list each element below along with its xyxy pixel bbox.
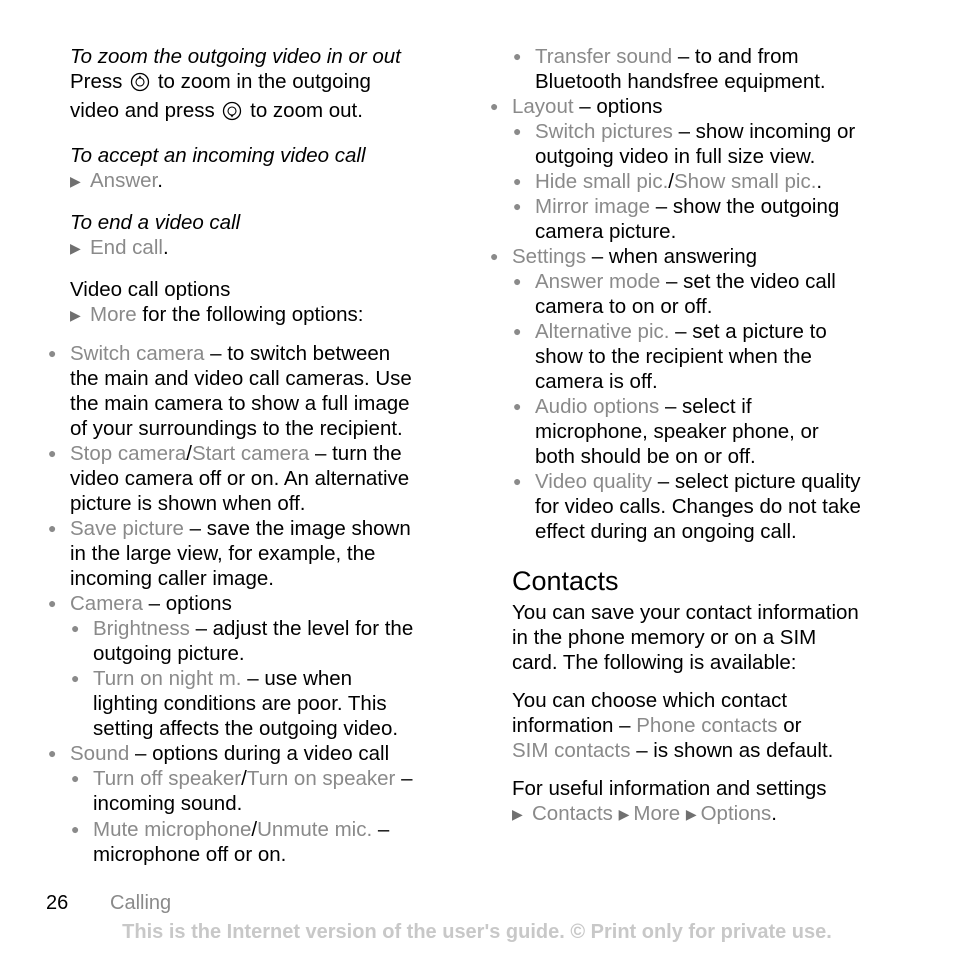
zoom-instruction	[70, 69, 480, 98]
option-desc: of your surroundings to the recipient.	[70, 417, 403, 440]
para-line: or	[783, 714, 802, 737]
para-line: – is shown as default.	[636, 739, 834, 762]
list-item	[512, 319, 922, 394]
video-quality-option[interactable]: Video quality	[535, 470, 653, 493]
zoom-text-4: to zoom out.	[250, 99, 363, 122]
options-heading: Video call options	[70, 278, 231, 301]
bullet-icon: ●	[513, 48, 522, 64]
arrow-right-icon: ▶	[685, 806, 697, 822]
list-item: ● Stop camera/Start camera – turn the video camera off or on. An alternative picture is shown when off.	[48, 442, 410, 515]
option-desc: outgoing picture.	[93, 642, 245, 665]
audio-options-option[interactable]: Audio options	[535, 395, 660, 418]
list-item	[70, 666, 480, 741]
settings-option[interactable]: Settings	[512, 245, 587, 268]
option-desc: – options during a video call	[134, 742, 390, 765]
list-item	[490, 94, 922, 119]
option-desc: show to the recipient when the	[535, 345, 812, 368]
option-desc: – when answering	[591, 245, 758, 268]
option-desc: microphone, speaker phone, or	[535, 420, 819, 443]
option-desc: outgoing video in full size view.	[535, 145, 816, 168]
option-desc: – show incoming or	[678, 120, 856, 143]
option-desc: –	[377, 818, 390, 841]
sound-option[interactable]: Sound	[70, 742, 130, 765]
zoom-out-key-icon	[222, 101, 242, 127]
zoom-heading: To zoom the outgoing video in or out	[70, 45, 401, 68]
speaker-off-option[interactable]: Turn off speaker	[93, 767, 242, 790]
answer-menu-item[interactable]: Answer	[90, 169, 158, 192]
zoom-text-3: video and press	[70, 99, 215, 122]
bullet-icon: ●	[513, 473, 522, 489]
option-desc: camera is off.	[535, 370, 658, 393]
mirror-image-option[interactable]: Mirror image	[535, 195, 651, 218]
para-line: You can save your contact information	[512, 601, 859, 624]
option-desc: – to switch between	[210, 342, 391, 365]
bullet-icon: ●	[513, 398, 522, 414]
option-desc: picture is shown when off.	[70, 492, 306, 515]
list-item	[490, 244, 922, 269]
stop-camera-option[interactable]: Stop camera	[70, 442, 187, 465]
brightness-option[interactable]: Brightness	[93, 617, 190, 640]
option-desc: in the large view, for example, the	[70, 542, 376, 565]
option-desc: effect during an ongoing call.	[535, 520, 797, 543]
zoom-text-2: to zoom in the outgoing	[157, 70, 371, 93]
arrow-right-icon: ▶	[618, 806, 630, 822]
bullet-icon: ●	[48, 745, 57, 761]
bullet-icon: ●	[48, 345, 57, 361]
bullet-icon: ●	[71, 670, 80, 686]
night-mode-option[interactable]: Turn on night m.	[93, 667, 242, 690]
option-desc: – options	[579, 95, 663, 118]
option-desc: camera to on or off.	[535, 295, 713, 318]
page-number: 26	[46, 892, 69, 914]
contacts-paragraph-1	[512, 600, 922, 675]
option-desc: –	[401, 767, 413, 790]
transfer-sound-option[interactable]: Transfer sound	[535, 45, 673, 68]
contacts-paragraph-2	[512, 688, 922, 763]
para-line: For useful information and settings	[512, 777, 827, 800]
list-item	[512, 119, 922, 169]
option-desc: camera picture.	[535, 220, 677, 243]
bullet-icon: ●	[513, 173, 522, 189]
bullet-icon: ●	[71, 620, 80, 636]
list-item	[70, 616, 480, 666]
option-desc: – turn the	[315, 442, 402, 465]
list-item: ● Mute microphone/Unmute mic. – microphone off or on.	[71, 818, 390, 866]
accept-heading: To accept an incoming video call	[70, 144, 366, 167]
list-item	[512, 194, 922, 244]
unmute-mic-option[interactable]: Unmute mic.	[257, 818, 373, 841]
option-desc: setting affects the outgoing video.	[93, 717, 399, 740]
list-item	[512, 269, 922, 319]
zoom-text-1: Press	[70, 70, 123, 93]
list-item	[512, 394, 922, 469]
switch-camera-option[interactable]: Switch camera	[70, 342, 205, 365]
option-desc: incoming sound.	[93, 792, 243, 815]
bullet-icon: ●	[48, 520, 57, 536]
hide-small-pic-option[interactable]: Hide small pic.	[535, 170, 669, 193]
para-line: in the phone memory or on a SIM	[512, 626, 817, 649]
contacts-nav-path: ▶ Contacts ▶ More ▶ Options.	[512, 802, 777, 825]
arrow-right-icon: ▶	[70, 240, 81, 256]
option-desc: lighting conditions are poor. This	[93, 692, 387, 715]
bullet-icon: ●	[513, 273, 522, 289]
option-desc: the main and video call cameras. Use	[70, 367, 412, 390]
option-desc: – options	[148, 592, 232, 615]
mute-mic-option[interactable]: Mute microphone	[93, 818, 252, 841]
save-picture-option[interactable]: Save picture	[70, 517, 184, 540]
bullet-icon: ●	[48, 445, 57, 461]
option-desc: – set a picture to	[675, 320, 827, 343]
start-camera-option[interactable]: Start camera	[191, 442, 310, 465]
bullet-icon: ●	[513, 123, 522, 139]
left-column	[48, 44, 480, 867]
layout-option[interactable]: Layout	[512, 95, 574, 118]
camera-option[interactable]: Camera	[70, 592, 143, 615]
print-notice: This is the Internet version of the user's guide. © Print only for private use.	[122, 921, 832, 943]
bullet-icon: ●	[71, 770, 80, 786]
list-item	[48, 341, 480, 441]
sim-contacts-option[interactable]: SIM contacts	[512, 739, 631, 762]
option-desc: video camera off or on. An alternative	[70, 467, 410, 490]
arrow-right-icon: ▶	[70, 307, 81, 323]
list-item	[48, 591, 480, 616]
contacts-menu-item[interactable]: Contacts	[532, 802, 613, 825]
option-desc: the main camera to show a full image	[70, 392, 410, 415]
option-desc: Bluetooth handsfree equipment.	[535, 70, 826, 93]
more-step	[70, 302, 480, 328]
more-menu-item[interactable]: More	[633, 802, 681, 825]
section-name: Calling	[110, 892, 172, 914]
option-desc: for video calls. Changes do not take	[535, 495, 861, 518]
para-line: card. The following is available:	[512, 651, 797, 674]
option-desc: – save the image shown	[189, 517, 411, 540]
bullet-icon: ●	[490, 248, 499, 264]
options-list	[48, 341, 480, 867]
list-item	[512, 469, 922, 544]
bullet-icon: ●	[513, 323, 522, 339]
end-heading: To end a video call	[70, 211, 241, 234]
option-desc: incoming caller image.	[70, 567, 274, 590]
contacts-paragraph-3	[512, 776, 922, 801]
page-footer	[46, 890, 171, 916]
option-desc: – select if	[664, 395, 752, 418]
option-desc: microphone off or on.	[93, 843, 287, 866]
end-call-menu-item[interactable]: End call	[90, 236, 163, 259]
bullet-icon: ●	[513, 198, 522, 214]
list-item	[48, 741, 480, 766]
show-small-pic-option[interactable]: Show small pic.	[674, 170, 817, 193]
switch-pictures-option[interactable]: Switch pictures	[535, 120, 673, 143]
option-desc: – to and from	[677, 45, 799, 68]
list-item: ● Hide small pic./Show small pic..	[513, 170, 823, 193]
para-line: information –	[512, 714, 631, 737]
list-item	[512, 44, 922, 94]
option-desc: – select picture quality	[657, 470, 861, 493]
end-step: ▶ End call.	[70, 236, 169, 259]
list-item	[48, 516, 480, 591]
more-suffix: for the following options:	[142, 303, 364, 326]
more-menu-item[interactable]: More	[90, 303, 137, 326]
phone-contacts-option[interactable]: Phone contacts	[636, 714, 778, 737]
bullet-icon: ●	[71, 821, 80, 837]
list-item: ● Turn off speaker/Turn on speaker – incoming sound.	[71, 767, 413, 815]
option-desc: both should be on or off.	[535, 445, 756, 468]
options-list-continued	[490, 44, 922, 544]
arrow-right-icon: ▶	[70, 173, 81, 189]
option-desc: – use when	[247, 667, 353, 690]
bullet-icon: ●	[490, 98, 499, 114]
zoom-instruction-2	[70, 98, 480, 127]
contacts-title: Contacts	[512, 566, 619, 596]
para-line: You can choose which contact	[512, 689, 788, 712]
answer-mode-option[interactable]: Answer mode	[535, 270, 661, 293]
accept-step: ▶ Answer.	[70, 169, 163, 192]
bullet-icon: ●	[48, 595, 57, 611]
right-column	[490, 44, 922, 827]
zoom-in-key-icon	[130, 72, 150, 98]
options-menu-item[interactable]: Options	[700, 802, 772, 825]
arrow-right-icon: ▶	[512, 806, 523, 822]
option-desc: – show the outgoing	[655, 195, 840, 218]
speaker-on-option[interactable]: Turn on speaker	[246, 767, 396, 790]
alternative-pic-option[interactable]: Alternative pic.	[535, 320, 670, 343]
option-desc: – set the video call	[666, 270, 836, 293]
option-desc: – adjust the level for the	[195, 617, 414, 640]
